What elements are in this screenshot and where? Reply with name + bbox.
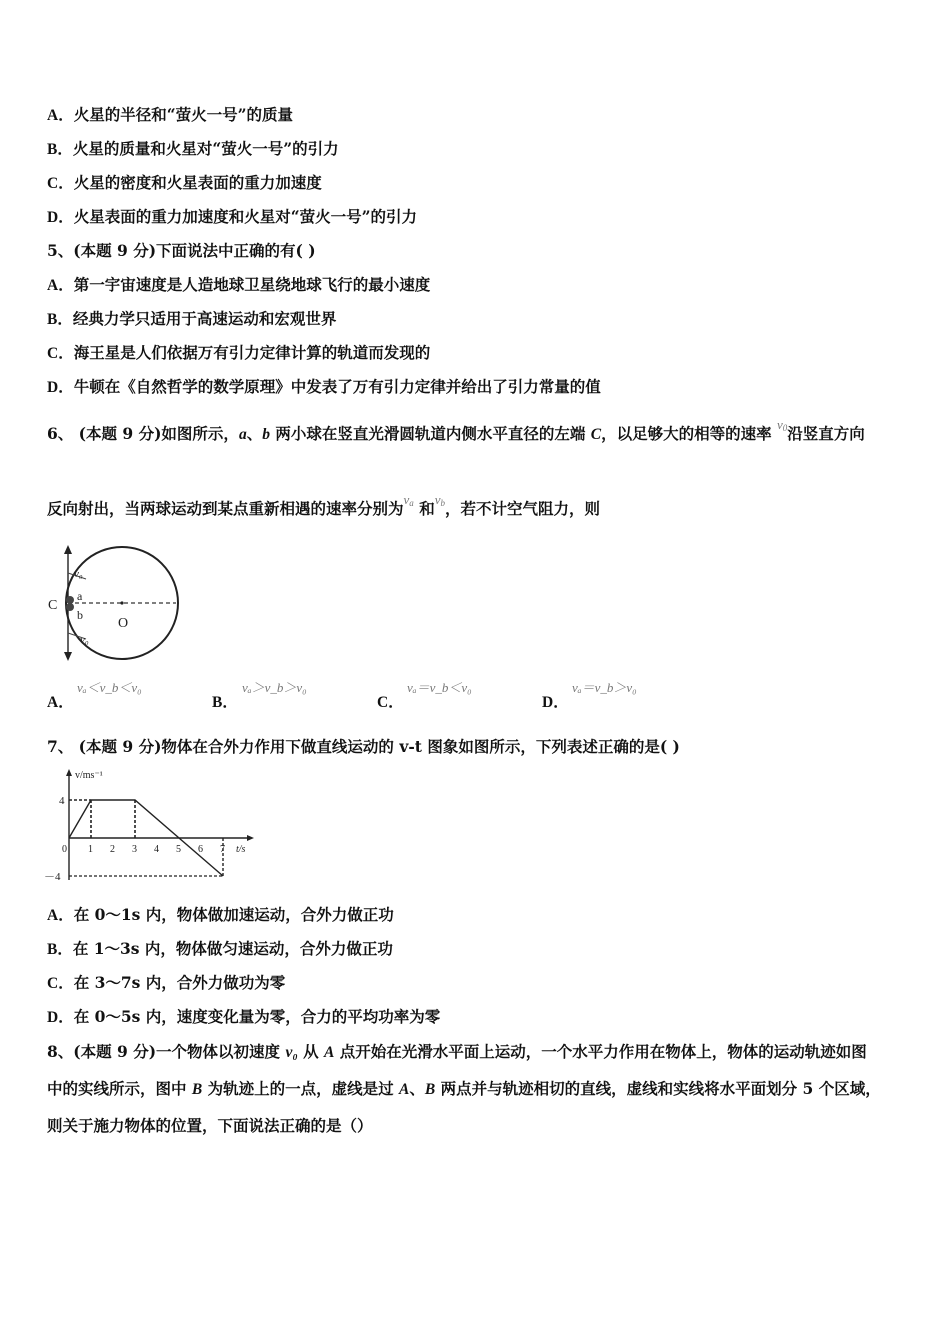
choice-expression: vₐ＝v_b＜v₀ (407, 680, 472, 695)
v-letter: v (434, 492, 441, 507)
symbol-a: a (238, 426, 247, 443)
label-v0-bottom: v₀ (80, 634, 89, 646)
option-text: 在 1～3s 内，物体做匀速运动，合外力做正功 (72, 939, 393, 958)
q7-option-d (47, 1005, 440, 1027)
x-tick-0: 0 (62, 844, 67, 855)
label-C: C (48, 598, 58, 613)
x-tick-3: 3 (132, 844, 137, 855)
symbol-v0 (777, 417, 787, 432)
q8-text: 中的实线所示，图中 (47, 1079, 192, 1098)
option-letter: A． (47, 907, 74, 924)
separator: 、 (246, 424, 263, 443)
symbol-B: B (424, 1081, 436, 1098)
q6-stem-text: 和 (413, 499, 435, 518)
center-dot (120, 601, 123, 604)
option-letter: B． (47, 311, 73, 328)
option-text: 第一宇宙速度是人造地球卫星绕地球飞行的最小速度 (73, 275, 431, 294)
q6-stem-text: ，以足够大的相等的速率 (601, 424, 777, 443)
option-text: 在 3～7s 内，合外力做功为零 (73, 973, 286, 992)
x-axis-arrowhead-icon (247, 835, 254, 841)
label-O: O (118, 616, 129, 631)
choice-expression: vₐ＜v_b＜v₀ (77, 680, 142, 695)
q6-stem-text: ，若不计空气阻力，则 (444, 499, 600, 518)
q6-circle-figure (44, 543, 184, 665)
q7-option-c (47, 971, 285, 993)
option-letter: C． (47, 975, 74, 992)
option-letter: C． (47, 345, 74, 362)
v-letter: v (777, 417, 783, 432)
q8-stem-line1 (47, 1040, 867, 1062)
q6-stem-text: 沿竖直方向 (787, 424, 865, 443)
q6-choice-d[interactable] (542, 680, 637, 712)
q5-option-b (47, 307, 336, 329)
option-letter: D． (47, 209, 74, 226)
q7-stem: 7、 (本题 9 分)物体在合外力作用下做直线运动的 v-t 图象如图所示，下列表述正确的是( ) (47, 737, 680, 756)
q8-text: 点开始在光滑水平面上运动，一个水平力作用在物体上，物体的运动轨迹如图 (334, 1042, 867, 1061)
q5-stem: 5、(本题 9 分)下面说法中正确的有( ) (47, 241, 316, 260)
x-axis-label: t/s (236, 844, 246, 855)
symbol-c: C (590, 426, 602, 443)
choice-letter: D． (542, 694, 569, 711)
option-letter: A． (47, 107, 74, 124)
q4-option-b (47, 137, 339, 159)
x-tick-7: 7 (220, 844, 225, 855)
q5-option-a (47, 273, 430, 295)
label-b: b (77, 608, 83, 622)
option-text: 经典力学只适用于高速运动和宏观世界 (72, 309, 337, 328)
y-tick-neg4: －4 (44, 871, 61, 883)
q5-option-c (47, 341, 430, 363)
symbol-v0: v₀ (285, 1044, 298, 1061)
ball-a (66, 596, 74, 604)
option-letter: D． (47, 379, 74, 396)
q6-stem-text: 6、 (本题 9 分)如图所示， (47, 424, 239, 443)
q6-stem-line2 (47, 492, 600, 519)
v-subscript: 0 (782, 423, 788, 433)
choice-letter: A． (47, 694, 74, 711)
v-subscript: a (409, 498, 414, 508)
x-tick-5: 5 (176, 844, 181, 855)
x-tick-1: 1 (88, 844, 93, 855)
q6-choice-b[interactable] (212, 680, 307, 712)
label-v0-top: v₀ (74, 568, 83, 580)
option-text: 火星的密度和火星表面的重力加速度 (73, 173, 322, 192)
option-text: 牛顿在《自然哲学的数学原理》中发表了万有引力定律并给出了引力常量的值 (73, 377, 601, 396)
choice-expression: vₐ＝v_b＞v₀ (572, 680, 637, 695)
choice-letter: B． (212, 694, 238, 711)
q6-stem-text: 反向射出，当两球运动到某点重新相遇的速率分别为 (47, 499, 404, 518)
symbol-A: A (324, 1044, 335, 1061)
symbol-B: B (191, 1081, 203, 1098)
q4-option-c (47, 171, 322, 193)
q7-option-b (47, 937, 393, 959)
y-axis-label: v/ms⁻¹ (75, 770, 103, 781)
option-text: 海王星是人们依据万有引力定律计算的轨道而发现的 (73, 343, 431, 362)
v-subscript: b (440, 498, 445, 508)
q5-option-d (47, 375, 601, 397)
option-text: 火星的质量和火星对“萤火一号”的引力 (72, 139, 339, 158)
q6-choice-c[interactable] (377, 680, 472, 712)
option-letter: A． (47, 277, 74, 294)
q8-stem-line3: 则关于施力物体的位置，下面说法正确的是（） (47, 1116, 373, 1135)
y-tick-4: 4 (59, 795, 65, 807)
symbol-va (404, 492, 414, 507)
q8-text: 从 (297, 1042, 325, 1061)
q8-stem-line2 (47, 1077, 881, 1099)
choice-letter: C． (377, 694, 404, 711)
q8-text: 为轨迹上的一点，虚线是过 (202, 1079, 400, 1098)
q8-text: 两点并与轨迹相切的直线，虚线和实线将水平面划分 5 个区域， (435, 1079, 881, 1098)
down-arrowhead-icon (64, 652, 72, 661)
symbol-b: b (262, 426, 270, 443)
q4-option-d (47, 205, 417, 227)
symbol-vb (435, 492, 445, 507)
q6-stem-text: 两小球在竖直光滑圆轨道内侧水平直径的左端 (269, 424, 591, 443)
v-letter: v (403, 492, 410, 507)
option-letter: C． (47, 175, 74, 192)
choice-expression: vₐ＞v_b＞v₀ (242, 680, 307, 695)
q4-option-a (47, 103, 293, 125)
x-tick-6: 6 (198, 844, 203, 855)
x-tick-4: 4 (154, 844, 159, 855)
q7-vt-graph (44, 766, 256, 886)
option-text: 在 0～5s 内，速度变化量为零，合力的平均功率为零 (73, 1007, 441, 1026)
option-letter: B． (47, 141, 73, 158)
label-a: a (77, 589, 83, 603)
q8-text: 8、(本题 9 分)一个物体以初速度 (47, 1042, 286, 1061)
option-letter: B． (47, 941, 73, 958)
y-axis-arrowhead-icon (66, 769, 72, 776)
option-text: 火星表面的重力加速度和火星对“萤火一号”的引力 (73, 207, 418, 226)
q6-choice-a[interactable] (47, 680, 142, 712)
ball-b (66, 603, 74, 611)
option-text: 火星的半径和“萤火一号”的质量 (73, 105, 294, 124)
q6-stem-line1 (47, 417, 865, 444)
symbol-A: A (399, 1081, 410, 1098)
option-text: 在 0～1s 内，物体做加速运动，合外力做正功 (73, 905, 394, 924)
option-letter: D． (47, 1009, 74, 1026)
up-arrowhead-icon (64, 545, 72, 554)
x-tick-2: 2 (110, 844, 115, 855)
q7-option-a (47, 903, 394, 925)
q8-text: 、 (409, 1079, 425, 1098)
